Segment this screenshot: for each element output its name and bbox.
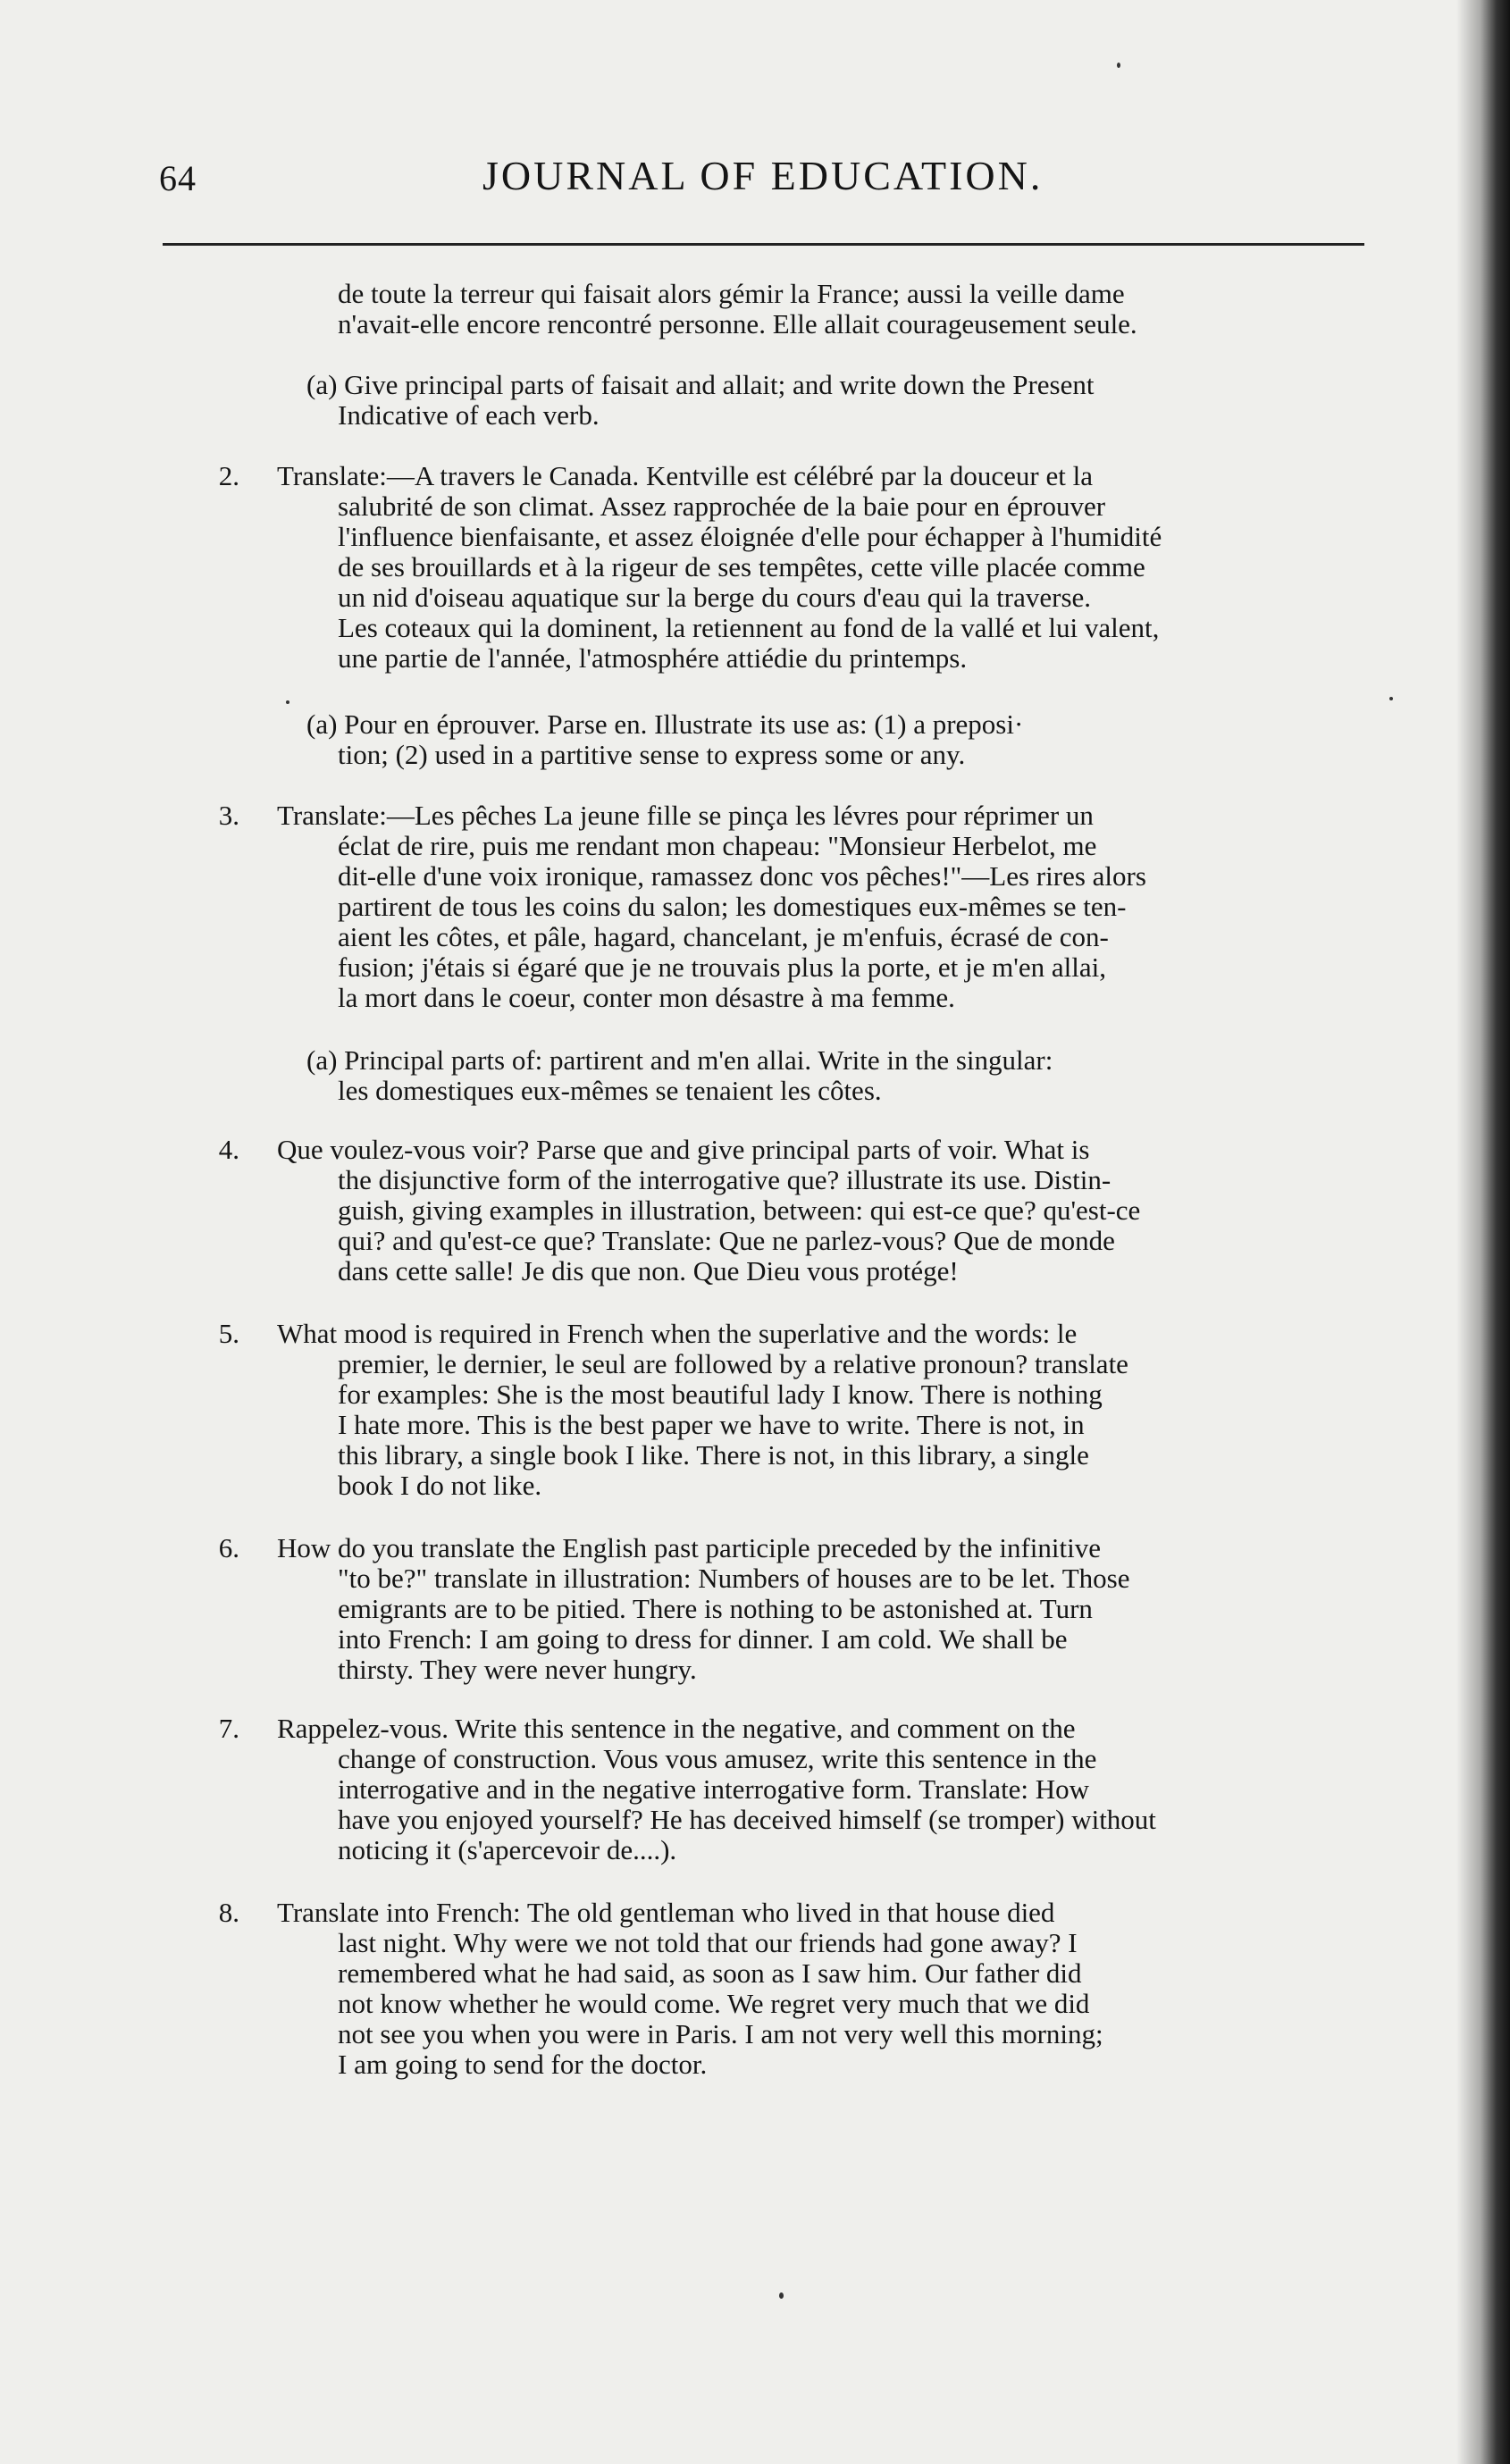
question-line: the disjunctive form of the interrogative que? illustrate its use. Distin- [338,1164,1112,1195]
text-line: n'avait-elle encore rencontré personne. Elle allait courageusement seule. [338,308,1137,339]
question-line: fusion; j'étais si égaré que je ne trouvais plus la porte, et je m'en allai, [338,951,1106,983]
question-line: How do you translate the English past participle preceded by the infinitive [277,1532,1101,1563]
question-line: dans cette salle! Je dis que non. Que Dieu vous protége! [338,1255,959,1286]
question-line: interrogative and in the negative interrogative form. Translate: How [338,1773,1090,1805]
question-number: 6. [218,1532,239,1563]
question-number: 5. [218,1318,239,1349]
question-line: dit-elle d'une voix ironique, ramassez donc vos pêches!"—Les rires alors [338,860,1146,892]
question-line: thirsty. They were never hungry. [338,1654,697,1685]
page-edge-shadow [1456,0,1510,2464]
question-line: "to be?" translate in illustration: Numbers of houses are to be let. Those [338,1563,1130,1594]
question-number: 4. [218,1134,239,1165]
question-line: une partie de l'année, l'atmosphére attiédie du printemps. [338,642,968,674]
question-line: for examples: She is the most beautiful lady I know. There is nothing [338,1379,1103,1410]
question-line: not see you when you were in Paris. I am not very well this morning; [338,2018,1103,2049]
question-line: remembered what he had said, as soon as I saw him. Our father did [338,1957,1082,1989]
header-rule [163,243,1364,246]
question-line: Les coteaux qui la dominent, la retiennent au fond de la vallé et lui valent, [338,612,1160,643]
question-line: change of construction. Vous vous amusez, write this sentence in the [338,1743,1097,1774]
question-line: I hate more. This is the best paper we have to write. There is not, in [338,1409,1085,1440]
running-head-title: JOURNAL OF EDUCATION. [482,153,1044,198]
question-line: éclat de rire, puis me rendant mon chapeau: "Monsieur Herbelot, me [338,830,1097,861]
question-line: this library, a single book I like. There is not, in this library, a single [338,1439,1089,1471]
question-line: have you enjoyed yourself? He has deceived himself (se tromper) without [338,1804,1156,1835]
sub-question-line: (a) Principal parts of: partirent and m'en allai. Write in the singular: [306,1044,1053,1076]
question-line: into French: I am going to dress for dinner. I am cold. We shall be [338,1623,1068,1655]
question-line: guish, giving examples in illustration, between: qui est-ce que? qu'est-ce [338,1194,1141,1226]
text-line: de toute la terreur qui faisait alors gémir la France; aussi la veille dame [338,278,1125,309]
page-number: 64 [159,158,197,198]
question-line: Translate:—A travers le Canada. Kentville est célébré par la douceur et la [277,460,1094,491]
question-line: la mort dans le coeur, conter mon désastre à ma femme. [338,982,955,1013]
question-line: un nid d'oiseau aquatique sur la berge du cours d'eau qui la traverse. [338,582,1092,613]
question-line: qui? and qu'est-ce que? Translate: Que ne parlez-vous? Que de monde [338,1225,1115,1256]
print-speck [1389,697,1393,700]
question-line: emigrants are to be pitied. There is nothing to be astonished at. Turn [338,1593,1093,1624]
question-line: l'influence bienfaisante, et assez éloignée d'elle pour échapper à l'humidité [338,521,1162,552]
print-speck [1117,63,1120,68]
question-line: Que voulez-vous voir? Parse que and give principal parts of voir. What is [277,1134,1090,1165]
question-line: premier, le dernier, le seul are followed by a relative pronoun? translate [338,1348,1128,1379]
question-line: What mood is required in French when the superlative and the words: le [277,1318,1078,1349]
question-line: partirent de tous les coins du salon; les domestiques eux-mêmes se ten- [338,891,1127,922]
question-number: 8. [218,1897,239,1928]
print-speck [286,700,289,704]
question-number: 7. [218,1713,239,1744]
question-number: 3. [218,800,239,831]
question-line: Rappelez-vous. Write this sentence in the negative, and comment on the [277,1713,1076,1744]
question-line: Translate into French: The old gentleman who lived in that house died [277,1897,1055,1928]
question-number: 2. [218,460,239,491]
question-line: noticing it (s'apercevoir de....). [338,1834,677,1865]
sub-question-line: (a) Give principal parts of faisait and allait; and write down the Present [306,369,1095,400]
sub-question-line: (a) Pour en éprouver. Parse en. Illustrate its use as: (1) a preposi· [306,708,1024,740]
sub-question-line: les domestiques eux-mêmes se tenaient les côtes. [338,1075,882,1106]
question-line: not know whether he would come. We regret very much that we did [338,1988,1090,2019]
question-line: I am going to send for the doctor. [338,2049,708,2080]
question-line: last night. Why were we not told that our friends had gone away? I [338,1927,1078,1958]
sub-question-line: tion; (2) used in a partitive sense to express some or any. [338,739,966,770]
print-speck [779,2292,784,2299]
question-line: de ses brouillards et à la rigeur de ses tempêtes, cette ville placée comme [338,551,1145,582]
sub-question-line: Indicative of each verb. [338,399,600,431]
question-line: aient les côtes, et pâle, hagard, chancelant, je m'enfuis, écrasé de con- [338,921,1109,952]
question-line: Translate:—Les pêches La jeune fille se pinça les lévres pour réprimer un [277,800,1094,831]
question-line: salubrité de son climat. Assez rapprochée de la baie pour en éprouver [338,490,1106,522]
question-line: book I do not like. [338,1470,542,1501]
